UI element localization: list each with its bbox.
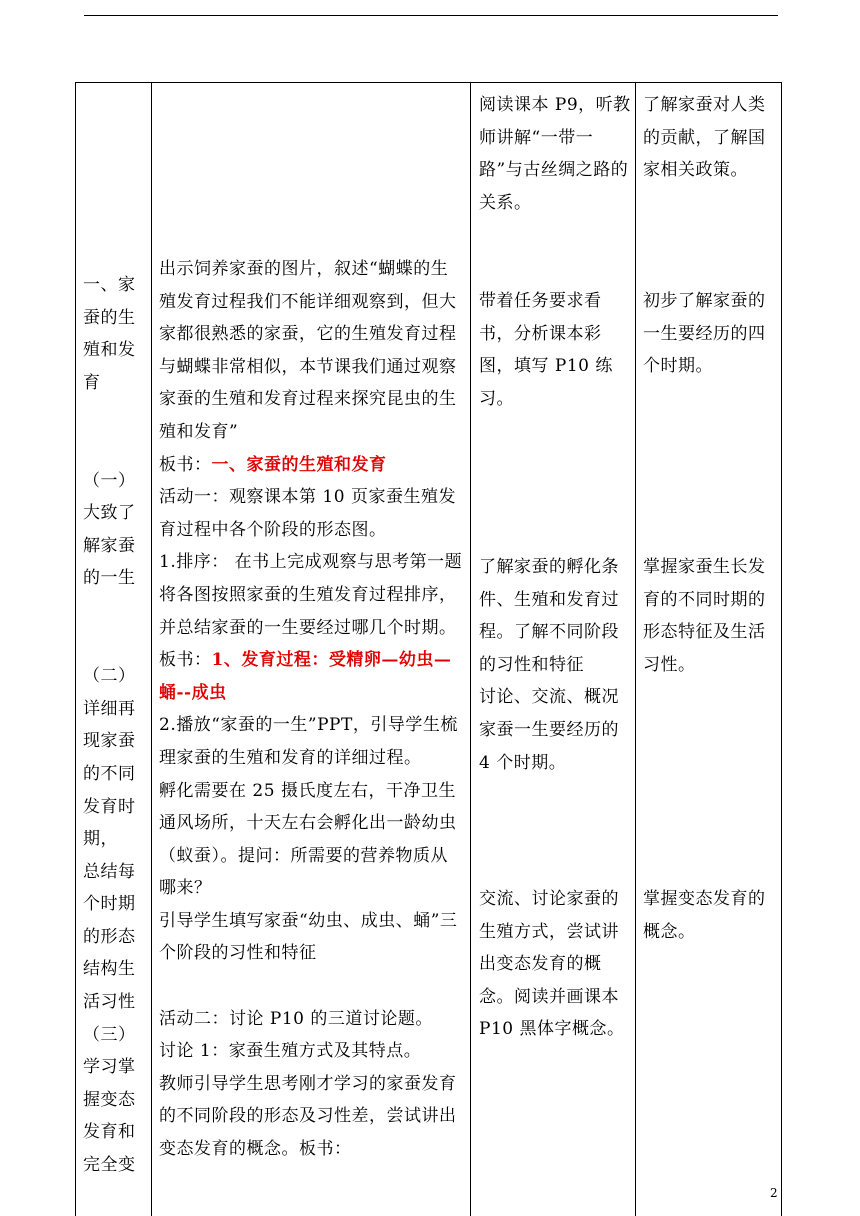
student-activity-r3	[479, 551, 631, 779]
subsection-3: （三）学习掌握变态发育和完全变	[83, 1024, 136, 1176]
hatching-paragraph: 孵化需要在 25 摄氏度左右，干净卫生通风场所，十天左右会孵化出一龄幼虫（蚁蚕）。提问：所需要的营养物质从哪来？	[159, 780, 457, 899]
design-intent-r1: 了解家蚕对人类的贡献，了解国家相关政策。	[643, 95, 766, 181]
page-number: 2	[770, 1186, 778, 1200]
step-2-ppt: 2.播放“家蚕的一生”PPT，引导学生梳理家蚕的生殖和发育的详细过程。	[159, 715, 458, 768]
teacher-guidance: 教师引导学生思考刚才学习的家蚕发育的不同阶段的形态及习性差，尝试讲出变态发育的概念。板书：	[159, 1073, 457, 1160]
subsection-2: （二）详细再现家蚕的不同发育时期，	[83, 666, 136, 850]
discussion-1: 讨论 1：家蚕生殖方式及其特点。	[159, 1041, 422, 1062]
student-activity-r1: 阅读课本 P9，听教师讲解“一带一路”与古丝绸之路的关系。	[479, 95, 631, 213]
design-intent-r2: 初步了解家蚕的一生要经历的四个时期。	[643, 291, 766, 377]
lesson-plan-table	[75, 82, 782, 1216]
student-activity-r4: 交流、讨论家蚕的生殖方式，尝试讲出变态发育的概念。阅读并画课本 P10 黑体字概念。	[479, 889, 625, 1040]
activity-2: 活动二：讨论 P10 的三道讨论题。	[159, 1008, 433, 1029]
intro-paragraph: 出示饲养家蚕的图片，叙述“蝴蝶的生殖发育过程我们不能详细观察到，但大家都很熟悉的家蚕，它的生殖发育过程与蝴蝶非常相似，本节课我们通过观察家蚕的生殖和发育过程来探究昆虫的生殖和发育”	[159, 259, 457, 442]
board-label: 板书：	[159, 454, 212, 475]
activity-1: 活动一：观察课本第 10 页家蚕生殖发育过程中各个阶段的形态图。	[159, 487, 456, 540]
header-rule	[84, 15, 778, 16]
section-outline-column	[83, 269, 147, 1182]
teacher-activity-column	[159, 253, 465, 1166]
student-activity-r3-a: 了解家蚕的孵化条件、生殖和发育过程。了解不同阶段的习性和特征	[479, 557, 619, 675]
column-divider-2	[470, 83, 471, 1216]
column-divider-1	[151, 83, 152, 1216]
board-title: 一、家蚕的生殖和发育	[211, 454, 387, 475]
subsection-2-continued: 总结每个时期的形态结构生活习性	[83, 861, 136, 1013]
subsection-1: （一）大致了解家蚕的一生	[83, 470, 136, 589]
student-activity-r3-b: 讨论、交流、概况家蚕一生要经历的 4 个时期。	[479, 687, 619, 773]
board-development-process: 1、发育过程：受精卵—幼虫—蛹--成虫	[159, 650, 452, 703]
column-divider-3	[635, 83, 636, 1216]
section-heading: 一、家蚕的生殖和发育	[83, 275, 136, 393]
board-note-1	[159, 449, 465, 482]
guide-paragraph: 引导学生填写家蚕“幼虫、成虫、蛹”三个阶段的习性和特征	[159, 910, 458, 964]
student-activity-r2: 带着任务要求看书，分析课本彩图，填写 P10 练习。	[479, 291, 613, 409]
design-intent-r4: 掌握变态发育的概念。	[643, 889, 766, 942]
step-1-text: 1.排序： 在书上完成观察与思考第一题将各图按照家蚕的生殖发育过程排序，并总结家蚕的一生要经过哪几个时期。板书：	[159, 552, 463, 671]
design-intent-r3: 掌握家蚕生长发育的不同时期的形态特征及生活习性。	[643, 557, 766, 675]
step-1-sort	[159, 546, 465, 709]
